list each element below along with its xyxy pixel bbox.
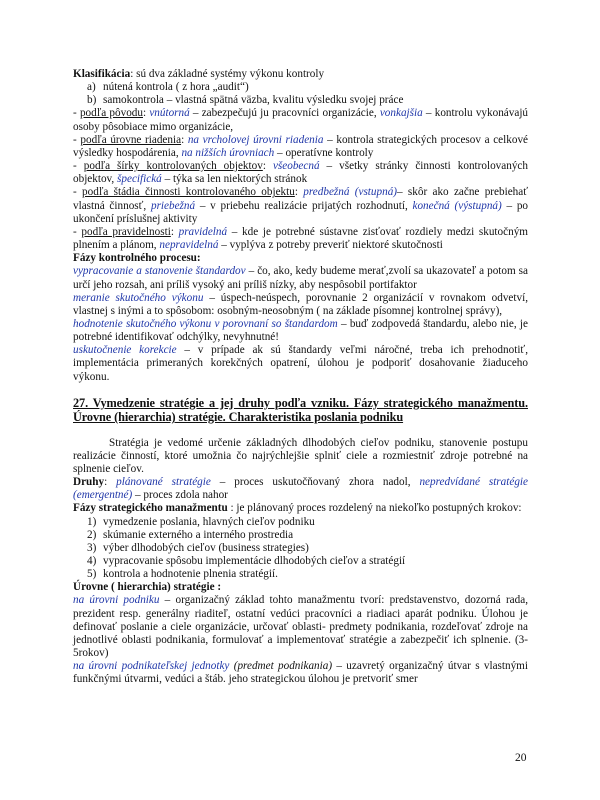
list-item <box>73 81 528 94</box>
stadia-paragraph <box>73 186 528 225</box>
text: – čo, ako, kedy budeme merať,zvolí sa ukazovateľ a potom sa určí jeho rozsah, ani príliš vysoký ani príliš nízky, aby nespôsobil portifaktor <box>73 265 528 291</box>
pravidelnost-paragraph <box>73 226 528 252</box>
list-item <box>73 555 528 568</box>
text: – vyplýva z potreby preveriť niektoré skutočnosti <box>218 239 443 252</box>
criterion-label: podľa úrovne riadenia <box>80 133 182 146</box>
highlight-term: nepravidelná <box>159 239 219 252</box>
list-marker: 4) <box>87 554 97 567</box>
highlight-term: všeobecná <box>272 160 320 173</box>
urovne-term: Úrovne ( hierarchia) stratégie <box>73 581 215 594</box>
text: : <box>262 160 273 173</box>
list-text: skúmanie externého a interného prostredia <box>103 528 294 541</box>
text: : <box>294 186 304 199</box>
highlight-term: meranie skutočného výkonu <box>73 291 204 304</box>
list-marker: b) <box>87 94 97 107</box>
text: : <box>214 581 222 594</box>
highlight-term: nepredvídané stratégie (emergentné) <box>73 476 528 502</box>
list-item <box>73 568 528 581</box>
highlight-term: pravidelná <box>178 225 228 238</box>
list-text: vypracovanie spôsobu implementácie dlhodobých cieľov a stratégií <box>103 554 406 567</box>
text: : <box>104 476 117 489</box>
fazy-kontroly-heading: Fázy kontrolného procesu: <box>73 252 201 265</box>
text: : <box>170 225 179 238</box>
text: – proces uskutočňovaný zhora nadol, <box>210 476 420 489</box>
list-marker: 3) <box>87 541 97 554</box>
fazy-kontroly-p2 <box>73 292 528 318</box>
fazy-kontroly-p1 <box>73 265 528 291</box>
criterion-label: podľa pravidelnosti <box>81 225 171 238</box>
text: – buď zodpovedá štandardu, alebo nie, je potrebné identifikovať odchýlky, nevyhnutné! <box>73 317 528 344</box>
text: – proces zdola nahor <box>132 489 228 502</box>
highlight-term: na úrovni podniku <box>73 594 160 607</box>
text: – v priebehu realizácie prijatých rozhodnutí, <box>195 199 413 212</box>
text: : <box>143 107 150 120</box>
strategy-phases-list <box>73 516 528 582</box>
urovne-p2 <box>73 660 528 686</box>
dash: - <box>73 160 84 173</box>
list-marker: 1) <box>87 515 97 528</box>
section-27-heading: 27. Vymedzenie stratégie a jej druhy podľa vzniku. Fázy strategického manažmentu. Úrovne (hierarchia) stratégie. Charakteristika poslania podniku <box>73 395 528 425</box>
text: – po ukončení príslušnej aktivity <box>73 199 528 225</box>
uroven-paragraph <box>73 134 528 160</box>
urovne-p1 <box>73 594 528 660</box>
text: – operatívne kontroly <box>274 146 374 159</box>
text: – uzavretý organizačný útvar s vlastnými funkčnými útvarmi, vedúci a štáb. jeho strategickou úlohou je pretvoriť smer <box>73 660 528 686</box>
criterion-label: podľa pôvodu <box>79 107 143 120</box>
fazy-strat-paragraph <box>73 502 528 515</box>
text: – kontrola strategických procesov a celkové výsledky hospodárenia, <box>73 133 529 159</box>
dash: - <box>73 107 80 120</box>
highlight-term: konečná (výstupná) <box>412 199 502 212</box>
text: – týka sa len niektorých stránok <box>161 173 308 186</box>
sirka-paragraph <box>73 160 528 186</box>
highlight-term: priebežná <box>150 199 196 212</box>
text: (predmet podnikania) <box>229 660 333 673</box>
highlight-term: predbežná (vstupná) <box>303 186 398 199</box>
povod-paragraph <box>73 107 528 133</box>
text: – v prípade ak sú štandardy veľmi náročné, treba ich prehodnotiť, implementácia primeraných korekčných opatrení, úlohou je podporiť dosahovanie žiaduceho výkonu. <box>73 344 528 383</box>
list-text: vymedzenie poslania, hlavných cieľov podniku <box>103 515 315 528</box>
text: – skôr ako začne prebiehať vlastná činnosť, <box>73 186 528 212</box>
text: – zabezpečujú ju pracovníci organizácie, <box>189 107 380 120</box>
list-item <box>73 529 528 542</box>
list-marker: a) <box>87 81 96 94</box>
text: – kontrolu vykonávajú osoby pôsobiace mimo organizácie, <box>73 107 529 133</box>
highlight-term: vypracovanie a stanovenie štandardov <box>73 265 246 278</box>
druhy-term: Druhy <box>73 476 105 489</box>
document-body <box>73 68 528 687</box>
klasifikacia-paragraph <box>73 68 528 81</box>
criterion-label: podľa štádia činnosti kontrolovaného objektu <box>82 186 295 199</box>
klasifikacia-term: Klasifikácia <box>73 68 131 80</box>
urovne-heading <box>73 581 528 594</box>
strategy-definition: Stratégia je vedomé určenie základných dlhodobých cieľov podniku, stanovenie postupu realizácie činností, ktoré umožnia čo najrýchlejšie splniť ciele a rozmiestniť zdroje potrebné na splnenie cieľov. <box>73 436 528 475</box>
text: : je plánovaný proces rozdelený na niekoľko postupných krokov: <box>227 502 522 515</box>
list-text: kontrola a hodnotenie plnenia stratégií. <box>103 568 278 581</box>
fazy-strat-term: Fázy strategického manažmentu <box>73 502 228 515</box>
highlight-term: na úrovni podnikateľskej jednotky <box>73 660 230 673</box>
highlight-term: špecifická <box>117 173 162 186</box>
list-item <box>73 516 528 529</box>
list-item <box>73 542 528 555</box>
control-systems-list <box>73 81 528 107</box>
highlight-term: vonkajšia <box>379 107 423 120</box>
list-text: nútená kontrola ( z hora „audit“) <box>103 81 249 94</box>
text: – kde je potrebné sústavne zisťovať rozdiely medzi skutočným plnením a plánom, <box>73 225 528 252</box>
highlight-term: hodnotenie skutočného výkonu v porovnaní so štandardom <box>73 317 338 330</box>
text: – všetky stránky činnosti kontrolovaných objektov, <box>73 160 528 186</box>
highlight-term: plánované stratégie <box>116 476 211 489</box>
highlight-term: uskutočnenie korekcie <box>73 344 177 357</box>
dash: - <box>73 225 82 238</box>
list-item <box>73 94 528 107</box>
druhy-paragraph <box>73 476 528 502</box>
page-number: 20 <box>515 752 527 764</box>
highlight-term: na nižších úrovniach <box>181 146 275 159</box>
list-text: výber dlhodobých cieľov (business strategies) <box>103 541 309 554</box>
criterion-label: podľa šírky kontrolovaných objektov <box>83 160 263 173</box>
fazy-kontroly-p3 <box>73 318 528 344</box>
list-marker: 2) <box>87 528 97 541</box>
highlight-term: na vrcholovej úrovni riadenia <box>187 133 324 146</box>
text: – organizačný základ tohto manažmentu tvorí: predstavenstvo, dozorná rada, prezident resp. generálny riaditeľ, ostatní vedúci pracovníci a riadiaci aparát podniku. Úlohou je definovať poslanie a ciele organizácie, určovať oblasti- predmety podnikania, rozdeľovať zdroje na jednotlivé oblasti podnikania, formulovať a implementovať stratégie a zabezpečiť ich splnenie. (3-5rokov) <box>73 594 528 660</box>
list-text: samokontrola – vlastná spätná väzba, kvalitu výsledku svojej práce <box>103 94 404 107</box>
klasifikacia-text: : sú dva základné systémy výkonu kontroly <box>130 68 325 80</box>
highlight-term: vnútorná <box>149 107 190 120</box>
dash: - <box>73 133 81 146</box>
text: : <box>181 133 188 146</box>
list-marker: 5) <box>87 568 97 581</box>
text: – úspech-neúspech, porovnanie 2 organizácií v rovnakom odvetví, vlastnej s inými a to spôsobom: osobným-neosobným ( na základe písomnej kontrolnej správy), <box>73 291 529 317</box>
fazy-kontroly-p4 <box>73 344 528 383</box>
dash: - <box>73 186 83 199</box>
